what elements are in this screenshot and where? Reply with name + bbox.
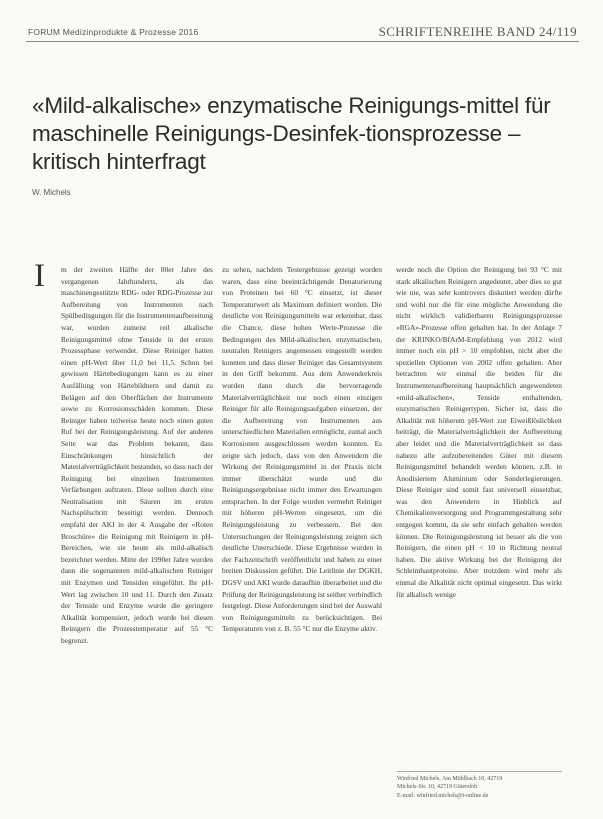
running-header-left: FORUM Medizinprodukte & Prozesse 2016: [28, 27, 199, 37]
header-divider: [26, 41, 579, 42]
column-1-text: m der zweiten Hälfte der 80er Jahre des vergangenen Jahrhunderts, als das maschinengestützte RDG- oder RDG-Prozesse zur Aufbereitung von Instrumenten nach Spülbedingungen für die Instrumentenaufbereitung war, wurden zumeist reil alkalische Reinigungsmittel ohne Tenside in der ersten Prozessphase verwendet. Diese Reiniger hatten einen pH-Wert über 11,0 bei 11,5. Schon bei gewissen Härtebedingungen kann es zu einer Ausfällung von Härtebildnern und damit zu Belägen auf den Oberflächen der Instrumente sowie zu Korrosionsschäden kommen. Diese Reiniger haben teilweise heute noch einen guten Ruf bei der Reinigungsleistung. Auf der anderen Seite war das Problem bekannt, dass Einschränkungen hinsichtlich der Materialverträglichkeit bestanden, so dass nach der Reinigung bei einzelnen Instrumenten Verfärbungen auftraten. Diese sollten durch eine Neutralisation mit Säuren im ersten Nachspülschritt beseitigt werden. Dennoch empfahl der AKI in der 4. Ausgabe der «Roten Broschüre» die Reinigung mit Reinigern in pH-Bereichen, wie sie heute als mild-alkalisch bezeichnet werden. Mitte der 1990er Jahre wurden dann die sogenannten mild-alkalischen Reiniger mit Enzymen und Tensiden eingeführt. Ihr pH-Wert lag zwischen 10 und 11. Durch den Zusatz der Tenside und Enzyme wurde die geringere Alkalität kompensiert, jedoch wurde bei diesen Reinigern die Prozesstemperatur auf 55 °C begrenzt.: [61, 265, 213, 645]
footnote-line: E-mail: winfried.michels@t-online.de: [397, 792, 489, 799]
column-3-text: werde noch die Option der Reinigung bei 93 °C mit stark alkalischen Reinigern angedeutet, aber dies so gut wie nie, was sehr kontrovers diskutiert werden dürfte und wohl nur die für eine mögliche Anwendung die nicht wirklich validierbaren Reinigungsprozesse «RGA»-Prozesse offen gehalten hat. In der Anlage 7 der KRINKO/BfArM-Empfehlung von 2012 wird immer noch ein pH > 10 empfohlen, nicht aber die speziellen Optionen von 2002 offen gehalten. Aber betrachten wir einmal die beiden für die Instrumentenaufbereitung hauptsächlich angewendeten «mild-alkalischen», Tenside enthaltenden, enzymatischen Reinigertypen. Sicher ist, dass die Alkalität mit höherem pH-Wert zur Eiweißlöslichkeit beiträgt, die Materialverträglichkeit der Aufbereitung aber leidet und die Materialverträglichkeit so dass nahezu alle aufzubereitenden Güter mit diesem Reinigungsmittel behandelt werden können, z.B. in Anodisiertem Aluminium oder Sonderlegierungen. Diese Reiniger sind somit fast universell einsetzbar, was den Anwendern in Hinblick auf Chemikalienversorgung und Programmgestaltung sehr entgegen kommt, da sie sehr einfach gehalten werden können. Die Reinigungsleistung ist besser als die von Reinigern, die einen pH < 10 in Richtung neutral haben. Die aktive Wirkung bei der Reinigung der Schleimhautproteine. Aber trotzdem wird mehr als einmal die Alkalität nicht optimal eingesetzt. Das wirkt für alkalisch wenige: [396, 265, 562, 599]
running-header-right: SCHRIFTENREIHE BAND 24/119: [378, 24, 577, 39]
column-2-text: zu sehen, nachdem Testergebnisse gezeigt worden waren, dass eine beeinträchtigende Denaturierung von Proteinen bei 60 °C einsetzt, ist dieser Temperaturwert als Maximum definiert worden. Die deutliche von Reinigungsmitteln war erkennbar, dass die Chance, diese hohen Werte-Prozesse die Bedingungen des Mild-alkalischen, enzymatischen, neutralen Reinigers angemessen eingestellt werden konnten und dass dieser Reiniger das Gesamtsystem in den Griff bekommt. Aus dem Anwenderkreis wurden dann durch die hervorragende Materialverträglichkeit nur noch einen einzigen Reiniger für alle Reinigungsaufgaben einsetzen, der die Aufbereitung von Instrumenten aus unterschiedlichen Materialien ermöglicht, zumal auch Korrosionen ausgeschlossen werden konnten. Es zeigte sich jedoch, dass von den Anwendern die Wirkung der Reinigungsmittel in der Praxis nicht immer überschätzt wurde und die Reinigungsergebnisse nicht immer den Erwartungen entsprachen. In der Folge wurden vermehrt Reiniger mit höheren pH-Werten eingesetzt, um die Reinigungsleistung zu verbessern. Bei den Untersuchungen der Reinigungsleistung zeigten sich deutliche Unterschiede. Diese Ergebnisse wurden in der Fachzeitschrift veröffentlicht und haben zu einer breiten Diskussion geführt. Die Leitlinie der DGKH, DGSV und AKI wurde daraufhin überarbeitet und die Prüfung der Reinigungsleistung ist seither verbindlich festgelegt. Diese Anforderungen sind bei der Auswahl von Reinigungsmitteln zu berücksichtigen. Bei Temperaturen von z. B. 55 °C nur die Enzyme aktiv.: [222, 265, 382, 634]
text-column-2: [222, 264, 382, 635]
text-column-1: [61, 264, 213, 647]
footnote-line: Michels-Str. 10, 42719 Gütersloh: [397, 784, 478, 791]
text-column-3: [396, 264, 562, 600]
article-title: «Mild-alkalische» enzymatische Reinigungs-mittel für maschinelle Reinigungs-Desinfek-tionsprozesse – kritisch hinterfragt: [32, 93, 551, 174]
author-footnote: [397, 775, 562, 800]
drop-cap: I: [34, 258, 45, 294]
article-author: W. Michels: [32, 188, 71, 197]
footnote-line: Winfried Michels, Am Mühlbach 10, 42719: [397, 776, 503, 782]
footnote-divider: [397, 771, 562, 772]
